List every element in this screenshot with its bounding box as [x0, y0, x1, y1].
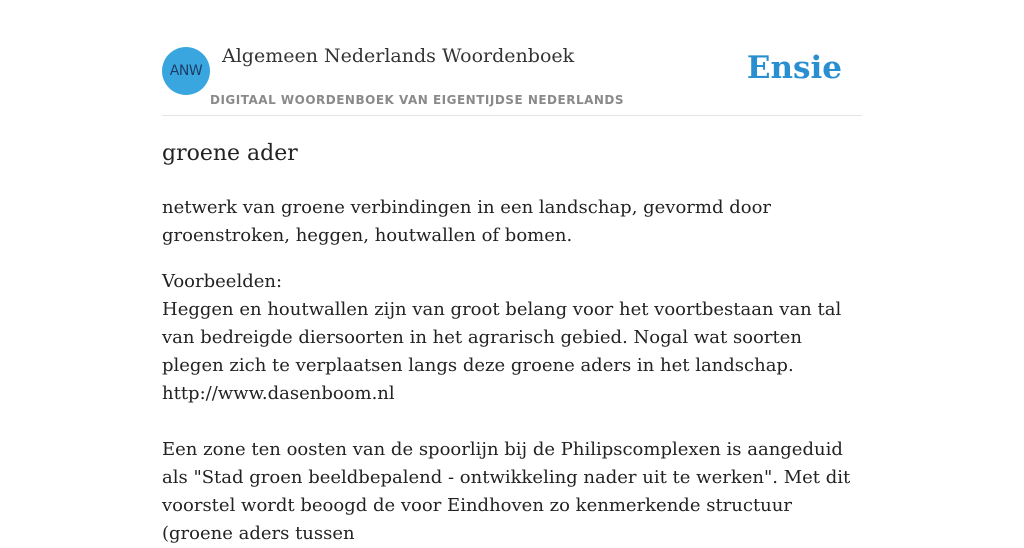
ensie-logo[interactable]: Ensie — [746, 50, 842, 86]
entry-content — [162, 138, 866, 548]
site-title[interactable]: Algemeen Nederlands Woordenboek — [222, 45, 575, 67]
example-spacer — [162, 408, 866, 436]
example-text: Heggen en houtwallen zijn van groot belang voor het voortbestaan van tal van bedreigde diersoorten in het agrarisch gebied. Nogal wat soorten plegen zich te verplaatsen langs deze groene aders in het landschap. — [162, 299, 842, 376]
site-subtitle: DIGITAAL WOORDENBOEK VAN EIGENTIJDSE NEDERLANDS — [210, 93, 625, 107]
definition: netwerk van groene verbindingen in een landschap, gevormd door groenstroken, heggen, houtwallen of bomen. — [162, 197, 772, 246]
examples-label: Voorbeelden: — [162, 271, 283, 292]
site-header — [162, 0, 862, 116]
example-source: http://www.dasenboom.nl — [162, 383, 395, 404]
example-text: Een zone ten oosten van de spoorlijn bij de Philipscomplexen is aangeduid als "Stad groen beeldbepalend - ontwikkeling nader uit te werken". Met dit voorstel wordt beoogd de voor Eindhoven zo kenmerkende structuur (groene aders tussen — [162, 439, 851, 544]
anw-logo[interactable]: ANW — [162, 47, 210, 95]
headword: groene ader — [162, 141, 298, 166]
examples — [162, 268, 866, 548]
